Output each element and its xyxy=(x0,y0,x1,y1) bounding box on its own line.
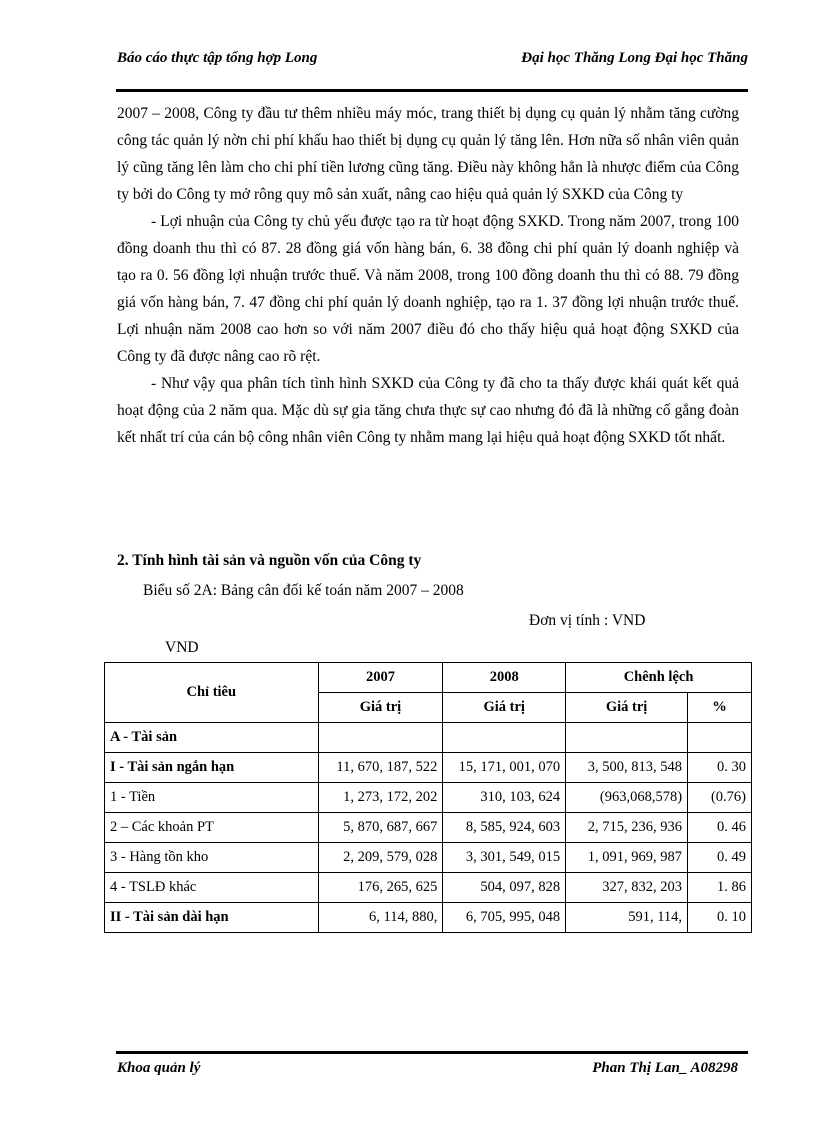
table-row xyxy=(105,783,752,813)
cell-pct: 0. 49 xyxy=(688,843,752,873)
header-left: Báo cáo thực tập tổng hợp Long xyxy=(117,50,318,66)
cell-v2007 xyxy=(318,723,443,753)
table-row xyxy=(105,873,752,903)
sub-pct: % xyxy=(688,693,752,723)
cell-label: 1 - Tiền xyxy=(105,783,319,813)
cell-diff: 591, 114, xyxy=(566,903,688,933)
cell-pct: 1. 86 xyxy=(688,873,752,903)
table-row xyxy=(105,753,752,783)
cell-v2007: 11, 670, 187, 522 xyxy=(318,753,443,783)
sub-value-2007: Giá trị xyxy=(318,693,443,723)
sub-value-2008: Giá trị xyxy=(443,693,566,723)
table-caption: Biểu số 2A: Bảng cân đối kế toán năm 2007 – 2008 xyxy=(143,582,464,599)
cell-pct: (0.76) xyxy=(688,783,752,813)
paragraph-2: - Lợi nhuận của Công ty chủ yếu được tạo ra từ hoạt động SXKD. Trong năm 2007, trong 100 đồng doanh thu thì có 87. 28 đồng giá vốn hàng bán, 6. 38 đồng chi phí quản lý doanh nghiệp và tạo ra 0. 56 đồng lợi nhuận trước thuế. Và năm 2008, trong 100 đồng doanh thu thì có 88. 79 đồng giá vốn hàng bán, 7. 47 đồng chi phí quản lý doanh nghiệp, tạo ra 1. 37 đồng lợi nhuận trước thuế. Lợi nhuận năm 2008 cao hơn so với năm 2007 điều đó cho thấy hiệu quả hoạt động SXKD của Công ty đã được nâng cao rõ rệt. xyxy=(117,213,739,365)
cell-diff xyxy=(566,723,688,753)
cell-label: 3 - Hàng tồn kho xyxy=(105,843,319,873)
body-text xyxy=(117,100,739,451)
cell-diff: 327, 832, 203 xyxy=(566,873,688,903)
table-row xyxy=(105,813,752,843)
section-heading: 2. Tính hình tài sản và nguồn vốn của Công ty xyxy=(117,552,422,569)
unit-line-2: VND xyxy=(165,639,199,656)
cell-label: 4 - TSLĐ khác xyxy=(105,873,319,903)
col-indicator: Chỉ tiêu xyxy=(105,663,319,723)
footer-left: Khoa quản lý xyxy=(117,1060,201,1076)
table-row xyxy=(105,903,752,933)
cell-v2008 xyxy=(443,723,566,753)
cell-v2007: 2, 209, 579, 028 xyxy=(318,843,443,873)
sub-value-diff: Giá trị xyxy=(566,693,688,723)
col-2007: 2007 xyxy=(318,663,443,693)
cell-v2008: 15, 171, 001, 070 xyxy=(443,753,566,783)
cell-pct xyxy=(688,723,752,753)
table-row xyxy=(105,843,752,873)
balance-sheet-table xyxy=(104,662,752,933)
cell-v2008: 310, 103, 624 xyxy=(443,783,566,813)
cell-v2008: 8, 585, 924, 603 xyxy=(443,813,566,843)
cell-diff: 2, 715, 236, 936 xyxy=(566,813,688,843)
cell-label: II - Tài sản dài hạn xyxy=(105,903,319,933)
footer-divider xyxy=(116,1051,748,1054)
cell-v2008: 3, 301, 549, 015 xyxy=(443,843,566,873)
col-2008: 2008 xyxy=(443,663,566,693)
cell-v2007: 176, 265, 625 xyxy=(318,873,443,903)
cell-diff: 1, 091, 969, 987 xyxy=(566,843,688,873)
cell-label: I - Tài sản ngắn hạn xyxy=(105,753,319,783)
cell-pct: 0. 46 xyxy=(688,813,752,843)
cell-label: 2 – Các khoản PT xyxy=(105,813,319,843)
cell-pct: 0. 10 xyxy=(688,903,752,933)
header-divider xyxy=(116,89,748,92)
cell-v2007: 1, 273, 172, 202 xyxy=(318,783,443,813)
table-row xyxy=(105,723,752,753)
paragraph-1: 2007 – 2008, Công ty đầu tư thêm nhiều máy móc, trang thiết bị dụng cụ quản lý nhằm tăng cường công tác quản lý nờn chi phí khấu hao thiết bị dụng cụ quản lý tăng lên. Hơn nữa số nhân viên quản lý cũng tăng lên làm cho chi phí tiền lương cũng tăng. Điều này không hẳn là nhược điểm của Công ty bởi do Công ty mở rông quy mô sản xuất, nâng cao hiệu quả quản lý SXKD của Công ty xyxy=(117,105,739,203)
cell-v2007: 5, 870, 687, 667 xyxy=(318,813,443,843)
cell-pct: 0. 30 xyxy=(688,753,752,783)
paragraph-3: - Như vậy qua phân tích tình hình SXKD của Công ty đã cho ta thấy được khái quát kết quả hoạt động của 2 năm qua. Mặc dù sự gia tăng chưa thực sự cao nhưng đó đã là những cố gắng đoàn kết nhất trí của cán bộ công nhân viên Công ty nhằm mang lại hiệu quả hoạt động SXKD tốt nhất. xyxy=(117,375,739,446)
footer-right: Phan Thị Lan_ A08298 xyxy=(592,1060,738,1076)
unit-line: Đơn vị tính : VND xyxy=(529,612,646,629)
cell-label: A - Tài sản xyxy=(105,723,319,753)
cell-v2008: 6, 705, 995, 048 xyxy=(443,903,566,933)
cell-v2008: 504, 097, 828 xyxy=(443,873,566,903)
cell-v2007: 6, 114, 880, xyxy=(318,903,443,933)
cell-diff: 3, 500, 813, 548 xyxy=(566,753,688,783)
cell-diff: (963,068,578) xyxy=(566,783,688,813)
header-right: Đại học Thăng Long Đại học Thăng xyxy=(521,50,748,66)
col-diff: Chênh lệch xyxy=(566,663,752,693)
